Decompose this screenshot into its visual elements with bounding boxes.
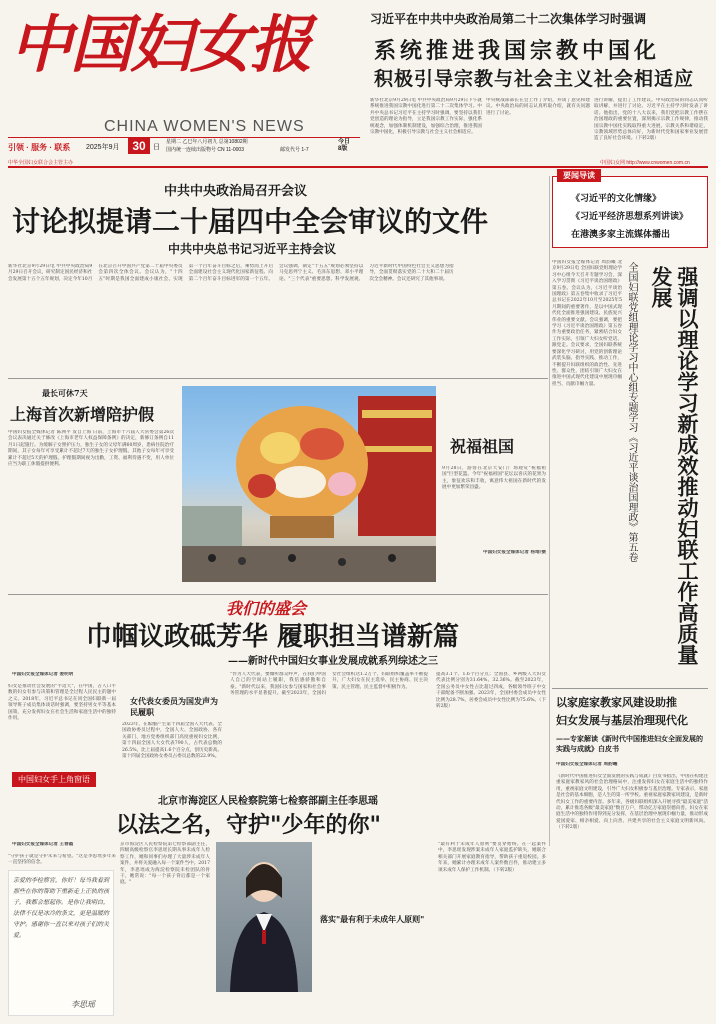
feature-body-1: 妇女是推动社会发展的"半边天"，在中国，占人口半数的妇女有参与决策和管理是全过程人民民主的题中之义。2018年，习近平总书记在同全国妇联新一届领导班子成员集体谈话时强调，要坚持男女平等基本国策，充分发挥妇女在社会生活和家庭生活中的独特作用。: [8, 684, 116, 722]
haidian-section-tag: 中国妇女手上角窗语: [12, 772, 96, 787]
photo-illustration: [182, 386, 436, 582]
top-story-body-2: 中央统战部部长在会上作了介绍，并谈了意见和建议。中央政治局的同志认真听取介绍，就有关问题进行了讨论。: [486, 98, 590, 116]
shanghai-body: 中国妇女报全媒体记者 陈洲平 发自上海 日前，上海市十六届人大常委会第26次会议表决通过关于修改《上海市老年人权益保障条例》的决定，新修订条例自11月1日起施行。为缓解子女照护压力，独生子女的父母年满60周岁，患病住院治疗期间，其子女每年可享受累计不超过7天的独生子女护理假。其他子女每年可享受累计不超过5天的护理假。护理假期间视为出勤，工资、福利待遇不变，用人单位应当为职工休假提供便利。: [8, 430, 174, 468]
feature-tag: 要闻导读: [557, 169, 601, 182]
post-code: 邮发代号 1-7: [280, 147, 309, 153]
dateline-bar: [8, 137, 360, 157]
top-rule: [8, 166, 708, 168]
feature-box: [552, 171, 708, 248]
photo-credit: 中国妇女报全媒体记者 杨靖/摄: [483, 550, 546, 555]
vertical-story: [552, 256, 708, 684]
meeting-story: [8, 176, 548, 366]
meeting-title: 讨论拟提请二十届四中全会审议的文件: [12, 205, 489, 238]
right-column-divider: [549, 176, 550, 846]
feature-body-4: 提高3.1个、1.6个百分点；全国县、乡两级人大妇女代表比例分别为31.64%、32.36%。截至2023年，全国公务员中女性占比超过四成，各级领导班子中女干部配备不断加强。2023年，全国村委会成员中女性比例为28.7%，居委会成员中女性比例为75.6%。（下转2版）: [436, 672, 546, 710]
top-story-title-1: 系统推进我国宗教中国化: [374, 38, 661, 64]
sponsor-line: 中华全国妇女联合会主管主办: [8, 160, 74, 166]
shanghai-title: 上海首次新增陪护假: [10, 405, 155, 424]
meeting-subtitle: 中共中央总书记习近平主持会议: [168, 242, 337, 256]
handwritten-letter: [8, 870, 114, 1016]
shanghai-story: [8, 386, 176, 586]
portrait-photo: [216, 842, 312, 992]
photo-caption-body: 9月28日，游客在北京天安门广场观赏"祝福祖国"巨型花篮。今年"祝福祖国"花坛以喜庆的花果为主，象征欢乐和丰收，寓意伟大祖国在新时代的发展中更加繁荣昌盛。: [442, 466, 546, 491]
family-story: [556, 690, 708, 1020]
prosecutor-portrait: [216, 842, 312, 992]
meeting-kicker: 中共中央政治局召开会议: [164, 184, 308, 199]
feature-subtitle: ——新时代中国妇女事业发展成就系列综述之三: [228, 656, 438, 667]
english-name: CHINA WOMEN'S NEWS: [104, 118, 305, 135]
family-subtitle: ——专家解读《新时代中国推进妇女全面发展的实践与成就》白皮书: [556, 734, 703, 753]
haidian-story: [8, 772, 548, 1020]
family-title-1: 以家庭家教家风建设助推: [556, 696, 677, 709]
family-title-2: 妇女发展与基层治理现代化: [556, 714, 688, 727]
family-byline: 中国妇女报全媒体记者 周韵曦: [556, 762, 618, 767]
feature-item-2[interactable]: 《习近平经济思想系列讲读》: [571, 212, 689, 222]
haidian-body-2: "最有利于未成年人原则"要贯穿始终。在一起案件中，李思瑶发现涉案未成年人家庭监护缺失，她联合相关部门开展家庭教育指导，帮助孩子重返校园。多年来，她累计办理未成年人案件数百件，推动建立多项未成年人保护工作机制。（下转2版）: [438, 842, 546, 873]
year-label: 2025年9月: [86, 144, 120, 151]
main-feature: [8, 596, 548, 772]
day-suffix: 日: [153, 144, 160, 151]
masthead: [8, 6, 356, 148]
feature-byline: 中国妇女报全媒体记者 姜明明: [12, 672, 74, 677]
haidian-body: 京市海淀区人民检察院第七检察部副主任，四级高级检察官李思瑶长期从事未成年人检察工作，她和同事们办理了大量涉未成年人案件，并将关爱融入每一个案件当中。2017年，李思瑶成为海淀检察院未检团队的骨干，她常说："每一个孩子背后都是一个家庭。": [120, 842, 210, 886]
haidian-section-head: 落实"最有利于未成年人原则": [320, 914, 425, 924]
vertical-story-body: 中国妇女报全媒体记者 周韵曦 北京9月29日电 全国妇联党组理论学习中心组今天召开专题学习会，深入学习贯彻《习近平谈治国理政》第五卷。会议认为，《习近平谈治国理政》第五卷集中收录了习近平总书记在2022年10月至2025年5月期间的重要著作，是以中国式现代化全面推进强国建设、民族复兴伟业的重要文献。会议强调，要把学习《习近平谈治国理政》第五卷作为重要政治任务，紧密结合妇女工作实际，引领广大妇女听党话、跟党走。会议要求，全国妇联系统要深化学习研讨，用党的创新理论武装头脑、指导实践、推动工作，不断提升妇联组织的政治性、先进性、群众性，团结引领广大妇女在推进中国式现代化建设中展现巾帼担当、贡献巾帼力量。: [552, 260, 622, 387]
letter-text: 亲爱的李检察官，你好！每当我看到那些在你的帮助下重新走上正轨的孩子，我都会想起你。是你让我明白，法律不仅是冰冷的条文，更是温暖的守护。感谢你一直以来对孩子们的关爱。: [13, 877, 110, 939]
vertical-story-kicker: 全国妇联党组理论学习中心组专题学习《习近平谈治国理政》第五卷: [626, 262, 637, 562]
feature-title: 巾帼议政砥芳华 履职担当谱新篇: [86, 622, 460, 652]
haidian-quote: "守护孩子就是守护未来与希望。"这是李思瑶多年来一直坚持的信念。: [8, 854, 116, 866]
vertical-story-title: 强调以理论学习新成效推动妇联工作高质量发展: [649, 266, 700, 665]
haidian-byline: 中国妇女报全媒体记者 王春霞: [12, 842, 74, 847]
flower-basket: [236, 406, 368, 522]
top-story-body-1: 新华社北京9月29日电 中共中央政治局9月29日下午就系统推进我国宗教中国化进行第二十二次集体学习。中共中央总书记习近平在主持学习时强调，要坚持以我们党创造的理论为指导，立足我国宗教工作实际，强化系统观念，加强体制机制建设，加强综合治理，推进我国宗教中国化，积极引导宗教与社会主义社会相适应。: [370, 98, 482, 136]
family-body: 《新时代中国推进妇女全面发展的实践与成就》白皮书指出，中国在构建注重家庭家教家风的社会治理格局中，注重发挥妇女在家庭生活中的独特作用，重视家庭文明建设，引导广大妇女积极参与基层治理。专家表示，家庭是社会的基本细胞，是人生的第一所学校。重视家庭家教家风建设，是新时代妇女工作的重要内容。多年来，各级妇联组织深入开展寻找"最美家庭"活动，累计推选各级"最美家庭"数百万户，带动亿万家庭崇德向善。妇女在家庭生活中的独特作用得到充分发挥，在基层治理中展现巾帼力量，推动形成爱国爱家、相亲相爱、向上向善、共建共享的社会主义家庭文明新风尚。（下转2版）: [556, 774, 708, 831]
photo-caption: [442, 430, 546, 586]
newspaper-logo: 中国妇女报: [10, 8, 311, 81]
page-count: 今日 8版: [338, 139, 351, 152]
shanghai-kicker: 最长可休7天: [42, 388, 88, 398]
weekday: 星期二 乙巳年八月初九 总第10802期: [166, 139, 248, 145]
letter-signature: 李思瑶: [71, 1000, 95, 1009]
feature-body-3: "作为人大代表，要倾听群众呼声，在我们中国人自己的空间站上履职，我倍感骄傲和自豪。"新时代以来，我国妇女参与国家和社会事务管理的水平显著提升。截至2023年，全国妇女社会组织达1.2万个，妇联组织覆盖率不断提升，广大妇女在民主选举、民主协商、民主决策、民主管理、民主监督中积极作为。: [230, 672, 428, 697]
top-story: [370, 6, 708, 164]
haidian-kicker: 北京市海淀区人民检察院第七检察部副主任李思瑶: [158, 796, 378, 807]
cn-number: 国内统一连续出版物号 CN 11-0003: [166, 147, 244, 153]
feature-item-1[interactable]: 《习近平的文化情缘》: [571, 194, 662, 204]
feature-item-3[interactable]: 在港澳多家主流媒体播出: [571, 230, 671, 240]
feature-banner: 我们的盛会: [226, 599, 307, 618]
section-rule-1: [8, 378, 548, 379]
section-rule-2: [8, 594, 548, 595]
top-story-body-3: 进行讲解，提出了工作建议。中央政治局的同志认真听取讲解，并进行了讨论。习近平在主持学习时发表了讲话。他指出，党的十八大以来，我们党把宗教工作摆在治国理政的重要位置，深刻揭示宗教工作规律，推动我国宗教中国化实践取得重大进展，宗教关系和谐稳定，宗教领域形势总体向好，为新时代党和国家事业发展营造了良好社会环境。（下转2版）: [594, 98, 708, 142]
meeting-body: 新华社北京9月29日电 中共中央政治局9月29日召开会议，研究制定国民经济和社会发展第十五个五年规划，决定今年10月在北京召开中国共产党第二十届中央委员会第四次全体会议。会议认为，"十四五"时期是我国全面建成小康社会、实现第一个百年奋斗目标之后，乘势而上开启全面建设社会主义现代化国家新征程、向第二个百年奋斗目标进军的第一个五年。会议强调，制定"十五五"规划必须坚持以马克思列宁主义、毛泽东思想、邓小平理论、"三个代表"重要思想、科学发展观、习近平新时代中国特色社会主义思想为指导，全面贯彻落实党的二十大和二十届历次全会精神。会议还研究了其他事项。: [8, 264, 454, 282]
website-line: 中国妇女网 http://www.cnwomen.com.cn: [600, 160, 690, 166]
flower-basket-photo: [182, 386, 436, 582]
day-badge: 30: [128, 138, 150, 154]
section-rule-3: [552, 688, 708, 689]
top-story-title-2: 积极引导宗教与社会主义社会相适应: [374, 68, 695, 90]
feature-section-head: 女代表女委员为国发声为民履职: [130, 696, 218, 717]
tagline: 引领 · 服务 · 联系: [8, 143, 71, 152]
haidian-title: 以法之名，守护"少年的你": [116, 812, 381, 838]
feature-body-2: 2023年，在酝酿产生第十四届全国人大代表、全国政协委员过程中，全国人大、全国政协、各有关部门、地方党委组织部门高度重视妇女比例，第十四届全国人大女代表790人，占代表总数的26.5%，比上届提高1.6个百分点，创历史新高。第十四届全国政协女委员占委员总数的22.9%。: [122, 722, 222, 760]
top-story-kicker: 习近平在中共中央政治局第二十二次集体学习时强调: [370, 12, 647, 26]
photo-caption-title: 祝福祖国: [450, 437, 515, 456]
